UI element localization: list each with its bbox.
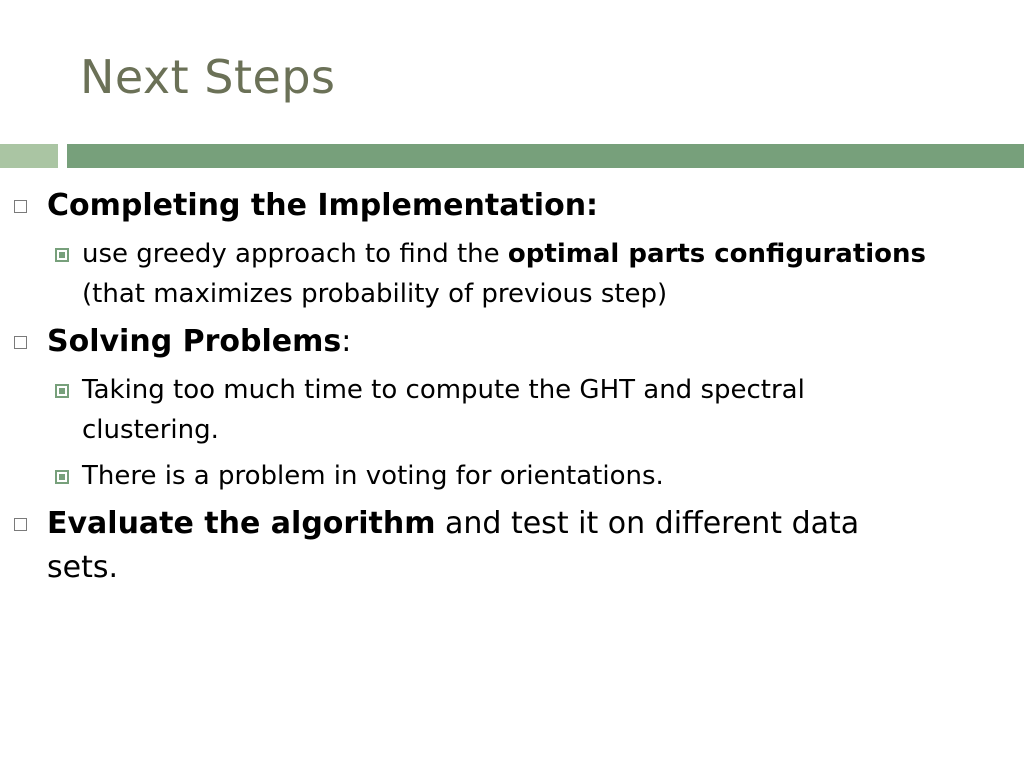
square-bullet-icon	[14, 200, 27, 213]
sub-bullet-text: There is a problem in voting for orientations.	[82, 461, 664, 491]
slide-title: Next Steps	[80, 50, 336, 104]
filled-square-bullet-icon	[55, 248, 69, 262]
square-bullet-icon	[14, 336, 27, 349]
bullet-item	[14, 502, 934, 590]
sub-bullet-item	[14, 370, 934, 450]
filled-square-bullet-icon	[55, 384, 69, 398]
square-bullet-icon	[14, 518, 27, 531]
bullet-heading: Solving Problems	[47, 324, 342, 359]
bullet-text: and test it on different data sets.	[47, 506, 860, 585]
sub-bullet-item	[14, 234, 934, 314]
filled-square-bullet-icon	[55, 470, 69, 484]
bullet-text: :	[341, 324, 352, 359]
sub-bullet-bold-text: optimal parts configurations	[507, 239, 927, 269]
bullet-list	[14, 184, 934, 596]
sub-bullet-item	[14, 456, 934, 496]
bullet-item	[14, 320, 934, 364]
title-band-right	[67, 144, 1024, 168]
bullet-heading: Evaluate the algorithm	[47, 506, 436, 541]
sub-bullet-text: (that maximizes probability of previous step)	[82, 279, 668, 309]
title-band-left	[0, 144, 58, 168]
bullet-item	[14, 184, 934, 228]
sub-bullet-text: Taking too much time to compute the GHT and spectral clustering.	[82, 375, 805, 445]
bullet-heading: Completing the Implementation:	[47, 188, 599, 223]
sub-bullet-text: use greedy approach to find the	[82, 239, 508, 269]
